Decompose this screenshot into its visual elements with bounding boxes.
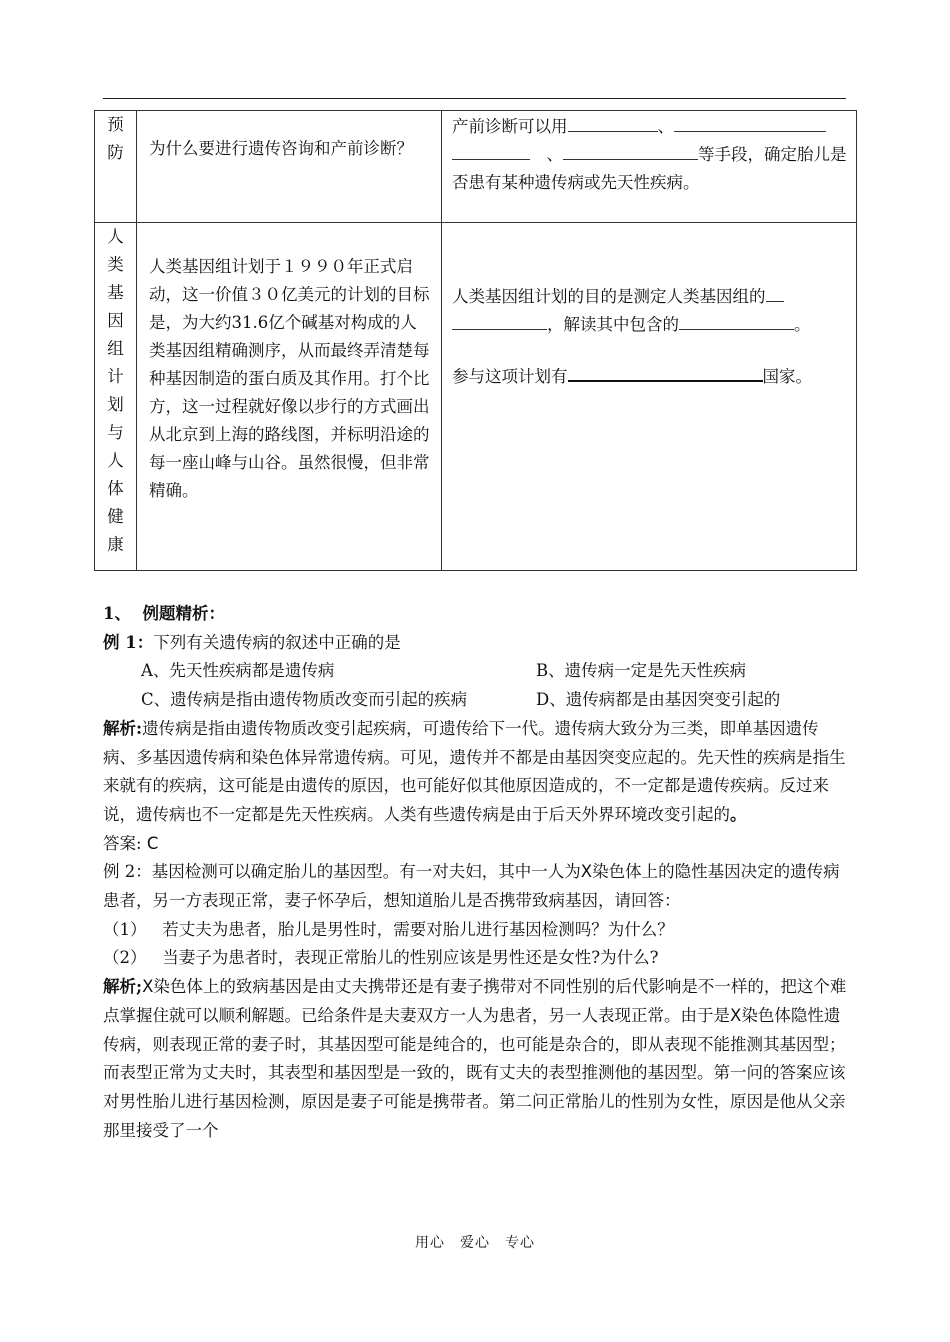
analysis-text: 遗传病是指由遗传物质改变引起疾病，可遗传给下一代。遗传病大致分为三类，即单基因遗传病、多基因遗传病和染色体异常遗传病。可见，遗传并不都是由基因突变应起的。先天性的疾病是指生来就有的疾病，这可能是由遗传的原因，也可能好似其他原因造成的，不一定都是遗传疾病。反过来说，遗传病也不一定都是先天性疾病。人类有些遗传病是由于后天外界环境改变引起的 [103, 718, 846, 824]
separator-text: 、 [546, 145, 563, 164]
options-row-2 [103, 686, 848, 715]
fill-blank[interactable] [452, 313, 547, 330]
answer-text: 等手段，确定胎儿是否患有某种遗传病或先天性疾病。 [452, 145, 847, 192]
heading-text: 例题精析： [142, 604, 225, 623]
section-heading [103, 600, 848, 629]
category-char: 防 [107, 143, 124, 162]
sub-question-text: 若丈夫为患者，胎儿是男性时，需要对胎儿进行基因检测吗？为什么？ [162, 919, 674, 939]
x-chromosome-letter: X [580, 862, 593, 882]
category-char: 基 [107, 283, 124, 302]
content-cell [137, 223, 442, 571]
separator-text: 、 [657, 117, 674, 136]
category-char: 因 [107, 311, 124, 330]
option-c: C、遗传病是指由遗传物质改变而引起的疾病 [141, 690, 468, 710]
answer-cell [442, 111, 857, 223]
fill-blank[interactable] [563, 143, 698, 160]
category-char: 人 [107, 227, 124, 246]
category-char: 组 [107, 339, 124, 358]
sub-question-1 [103, 916, 848, 945]
category-char: 康 [107, 535, 124, 554]
question-text: 染色体上的隐性基因决定的遗传病患者，另一方表现正常，妻子怀孕后，想知道胎儿是否携带致病基因，请回答： [103, 862, 840, 911]
fill-blank[interactable] [679, 313, 794, 330]
example-1-analysis [103, 715, 848, 830]
answer-text: 国家。 [762, 367, 812, 386]
example-2-analysis [103, 973, 848, 1145]
heading-number: 1、 [103, 604, 131, 623]
fill-blank[interactable] [568, 115, 658, 132]
answer-text: 产前诊断可以用 [452, 117, 568, 136]
answer-line-1 [452, 283, 848, 339]
answer-text: 参与这项计划有 [452, 367, 568, 386]
answer-cell [442, 223, 857, 571]
answer-value: C [146, 833, 159, 853]
fill-blank[interactable] [568, 364, 763, 382]
analysis-end: 。 [730, 804, 747, 824]
option-d: D、遗传病都是由基因突变引起的 [536, 690, 781, 710]
answer-text: 人类基因组计划的目的是测定人类基因组的 [452, 287, 766, 306]
example-2-question [103, 858, 848, 915]
x-chromosome-letter: X [142, 977, 154, 997]
row-category-genome [95, 223, 137, 571]
table-row-genome [95, 223, 857, 571]
sub-question-2 [103, 944, 848, 973]
fill-blank[interactable] [674, 115, 826, 132]
category-char: 健 [107, 507, 124, 526]
sub-question-number: （1） [103, 919, 147, 939]
answer-line-2 [452, 363, 848, 391]
example-1-answer [103, 830, 848, 859]
genome-project-text: 人类基因组计划于１９９０年正式启动，这一价值３０亿美元的计划的目标是，为大约31.6亿个碱基对构成的人类基因组精确测序，从而最终弄清楚每种基因制造的蛋白质及其作用。打个比方，这一过程就好像以步行的方式画出从北京到上海的路线图，并标明沿途的每一座山峰与山谷。虽然很慢，但非常精确。 [149, 257, 430, 500]
category-char: 与 [107, 423, 124, 442]
category-char: 计 [107, 367, 124, 386]
page-footer: 用心 爱心 专心 [415, 1235, 535, 1251]
header-rule [103, 98, 846, 99]
question-text: 例 2：基因检测可以确定胎儿的基因型。有一对夫妇，其中一人为 [103, 862, 581, 882]
sub-question-number: （2） [103, 948, 147, 968]
option-a: A、先天性疾病都是遗传病 [141, 661, 335, 681]
question-cell [137, 111, 442, 223]
answer-label: 答案: [103, 833, 147, 853]
spacer [452, 339, 848, 363]
category-char: 人 [107, 451, 124, 470]
question-text: 下列有关遗传病的叙述中正确的是 [153, 632, 401, 652]
options-row-1 [103, 657, 848, 686]
answer-text: 。 [794, 315, 811, 334]
category-char: 预 [107, 115, 124, 134]
content-table [94, 110, 857, 571]
category-char: 划 [107, 395, 124, 414]
table-row-prevention [95, 111, 857, 223]
fill-blank[interactable] [766, 285, 784, 302]
option-b: B、遗传病一定是先天性疾病 [536, 661, 747, 681]
example-label: 例 1： [103, 632, 154, 652]
category-char: 类 [107, 255, 124, 274]
category-char: 体 [107, 479, 124, 498]
answer-text: ，解读其中包含的 [547, 315, 679, 334]
examples-section [103, 600, 848, 1145]
analysis-text: 染色体隐性遗传病，则表现正常的妻子时，其基因型可能是纯合的，也可能是杂合的，即从表现不能推测其基因型；而表型正常为丈夫时，其表型和基因型是一致的，既有丈夫的表型推测他的基因型。第一问的答案应该对男性胎儿进行基因检测，原因是妻子可能是携带者。第二问正常胎儿的性别为女性，原因是他从父亲那里接受了一个 [103, 1005, 846, 1140]
fill-blank[interactable] [452, 143, 530, 160]
question-text: 为什么要进行遗传咨询和产前诊断？ [149, 139, 413, 158]
analysis-text: 染色体上的致病基因是由丈夫携带还是有妻子携带对不同性别的后代影响是不一样的，把这个难点掌握住就可以顺利解题。已给条件是夫妻双方一人为患者，另一人表现正常。由于是 [103, 977, 847, 1025]
analysis-label: 解析: [103, 718, 143, 738]
sub-question-text: 当妻子为患者时，表现正常胎儿的性别应该是男性还是女性?为什么? [162, 948, 659, 968]
example-1-question [103, 629, 848, 658]
analysis-label: 解析; [103, 977, 143, 997]
x-chromosome-letter: X [730, 1005, 742, 1025]
row-category-prevention [95, 111, 137, 223]
